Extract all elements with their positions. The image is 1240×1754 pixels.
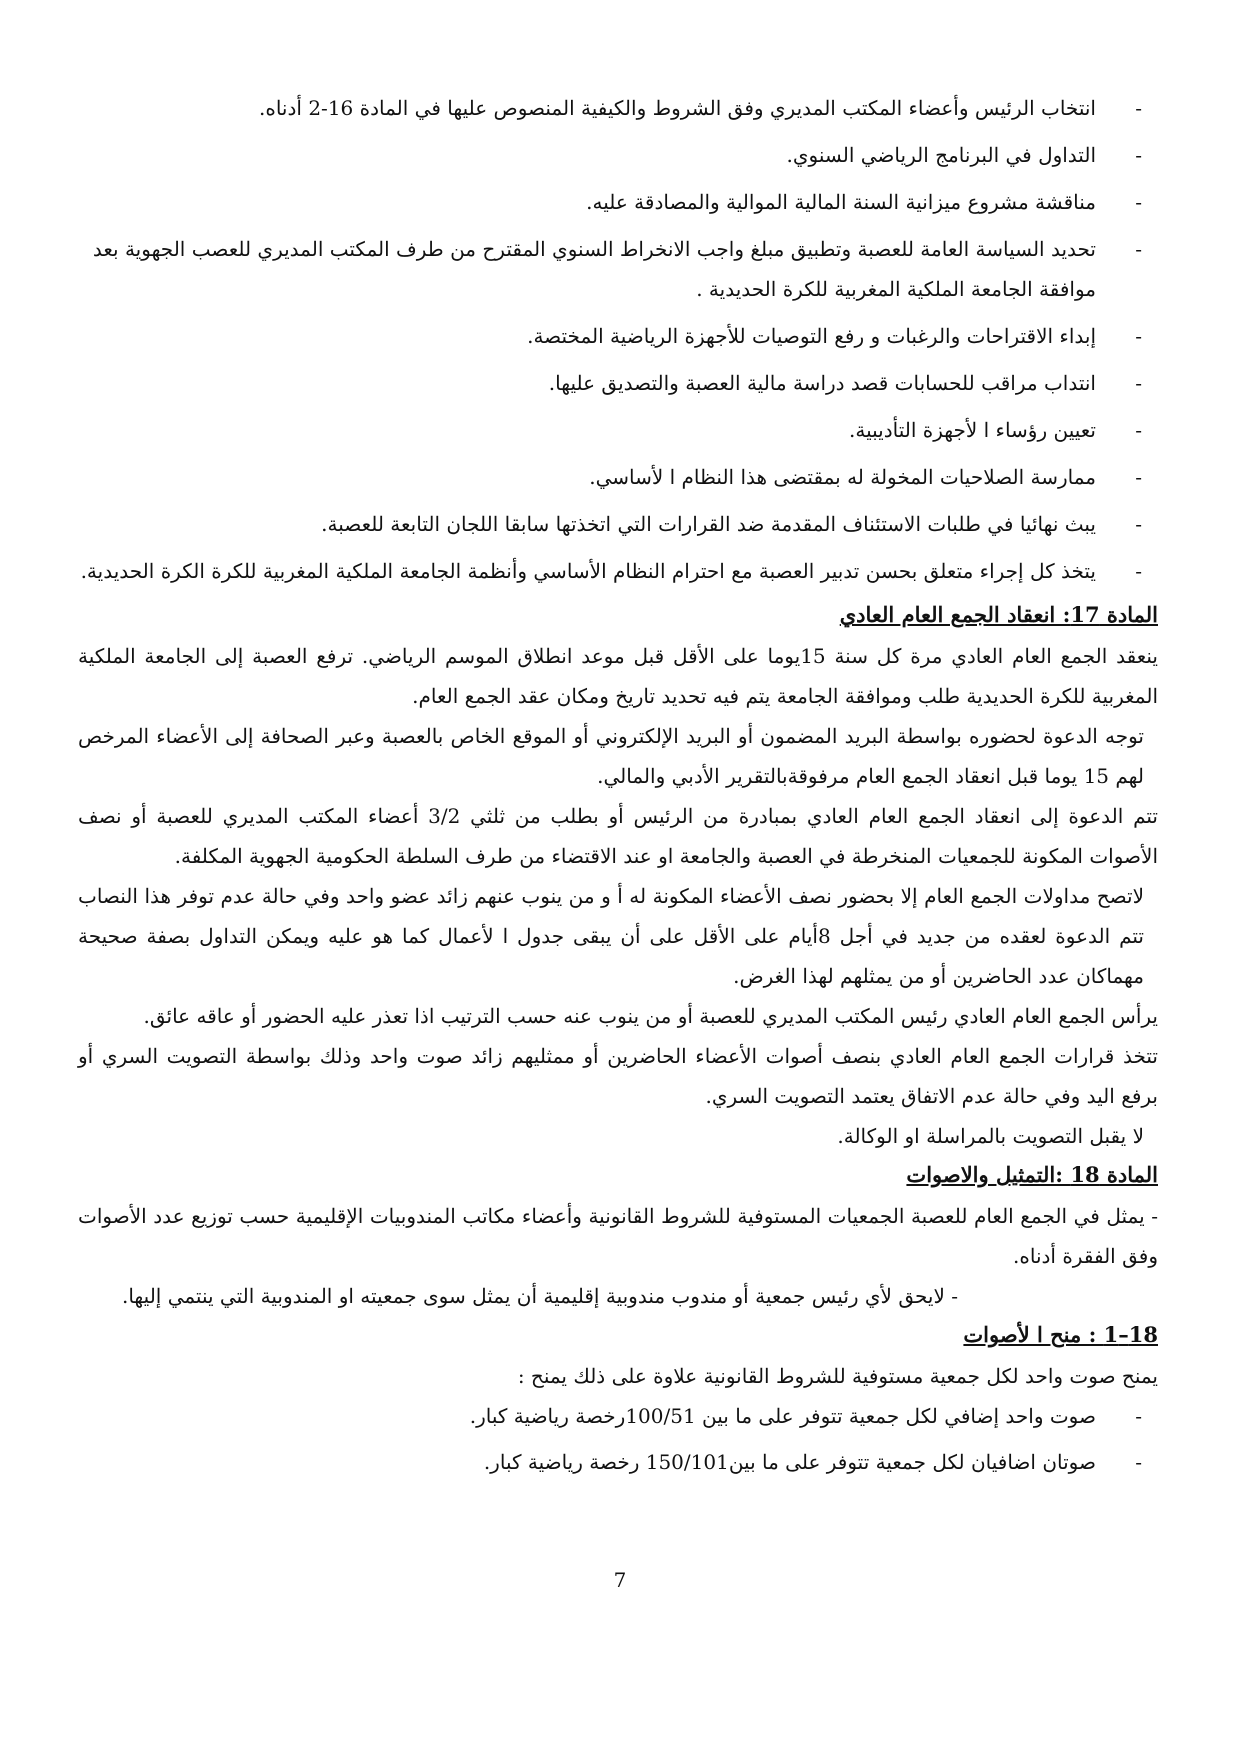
list-item: - إبداء الاقتراحات والرغبات و رفع التوصيات للأجهزة الرياضية المختصة.	[78, 316, 1158, 356]
article-17-paragraph: تتم الدعوة إلى انعقاد الجمع العام العادي بمبادرة من الرئيس أو بطلب من ثلثي 3/2 أعضاء المكتب المديري للعصبة أو نصف الأصوات المكونة للجمعيات المنخرطة في العصبة والجامعة او عند الاقتضاء من طرف السلطة الحكومية الجهوية المكلفة.	[78, 804, 1158, 868]
bullet-dash: -	[1135, 418, 1142, 442]
bullet-dash: -	[1135, 559, 1142, 583]
article-17-paragraph: تتخذ قرارات الجمع العام العادي بنصف أصوات الأعضاء الحاضرين أو ممثليهم زائد صوت واحد وذلك بواسطة التصويت السري أو برفع اليد وفي حالة عدم الاتفاق يعتمد التصويت السري.	[78, 1044, 1158, 1108]
list-item: - يبث نهائيا في طلبات الاستئناف المقدمة ضد القرارات التي اتخذتها سابقا اللجان التابعة للعصبة.	[78, 504, 1158, 544]
article-18-paragraph: - لايحق لأي رئيس جمعية أو مندوب مندوبية إقليمية أن يمثل سوى جمعيته او المندوبية التي ينتمي إليها.	[121, 1284, 958, 1308]
section-18-1-heading: 18–1 : منح ا لأصوات	[963, 1322, 1158, 1347]
bullet-dash: -	[1135, 371, 1142, 395]
votes-list	[78, 1396, 1158, 1482]
list-item: - تعيين رؤساء ا لأجهزة التأديبية.	[78, 410, 1158, 450]
bullet-dash: -	[1135, 465, 1142, 489]
powers-list	[78, 88, 1158, 591]
bullet-dash: -	[1135, 143, 1142, 167]
page-content	[78, 88, 1158, 1488]
list-item: - مناقشة مشروع ميزانية السنة المالية الموالية والمصادقة عليه.	[78, 182, 1158, 222]
article-17-paragraph: توجه الدعوة لحضوره بواسطة البريد المضمون أو البريد الإلكتروني أو الموقع الخاص بالعصبة وعبر الصحافة إلى الأعضاء المرخص لهم 15 يوما قبل انعقاد الجمع العام مرفوقةبالتقرير الأدبي والمالي.	[78, 724, 1144, 788]
bullet-dash: -	[1135, 237, 1142, 261]
bullet-dash: -	[1135, 1450, 1142, 1474]
list-item: - ممارسة الصلاحيات المخولة له بمقتضى هذا النظام ا لأساسي.	[78, 457, 1158, 497]
section-18-1-paragraph: يمنح صوت واحد لكل جمعية مستوفية للشروط القانونية علاوة على ذلك يمنح :	[517, 1364, 1158, 1388]
page-number: 7	[613, 1568, 627, 1592]
list-item: - انتداب مراقب للحسابات قصد دراسة مالية العصبة والتصديق عليها.	[78, 363, 1158, 403]
list-item: - التداول في البرنامج الرياضي السنوي.	[78, 135, 1158, 175]
list-item: - يتخذ كل إجراء متعلق بحسن تدبير العصبة مع احترام النظام الأساسي وأنظمة الجامعة الملكية المغربية للكرة الكرة الحديدية.	[78, 551, 1158, 591]
list-item: - صوتان اضافيان لكل جمعية تتوفر على ما بين150/101 رخصة رياضية كبار.	[78, 1442, 1158, 1482]
bullet-dash: -	[1135, 324, 1142, 348]
bullet-dash: -	[1135, 512, 1142, 536]
article-17-paragraph: لاتصح مداولات الجمع العام إلا بحضور نصف الأعضاء المكونة له أ و من ينوب عنهم زائد عضو واحد وفي حالة عدم توفر هذا النصاب تتم الدعوة لعقده من جديد في أجل 8أيام على الأقل على أن يبقى جدول ا لأعمال كما هو عليه ويمكن التداول بصفة صحيحة مهماكان عدد الحاضرين أو من يمثلهم لهذا الغرض.	[78, 884, 1144, 988]
bullet-dash: -	[1135, 190, 1142, 214]
bullet-dash: -	[1135, 96, 1142, 120]
article-18-paragraph: - يمثل في الجمع العام للعصبة الجمعيات المستوفية للشروط القانونية وأعضاء مكاتب المندوبيات الإقليمية حسب توزيع عدد الأصوات وفق الفقرة أدناه.	[78, 1204, 1158, 1268]
list-item: - انتخاب الرئيس وأعضاء المكتب المديري وفق الشروط والكيفية المنصوص عليها في المادة 16-2 أدناه.	[78, 88, 1158, 128]
list-item: - تحديد السياسة العامة للعصبة وتطبيق مبلغ واجب الانخراط السنوي المقترح من طرف المكتب المديري للعصب الجهوية بعد موافقة الجامعة الملكية المغربية للكرة الحديدية .	[78, 229, 1158, 309]
article-17-paragraph: ينعقد الجمع العام العادي مرة كل سنة 15يوما على الأقل قبل موعد انطلاق الموسم الرياضي. ترفع العصبة إلى الجامعة الملكية المغربية للكرة الحديدية طلب وموافقة الجامعة يتم فيه تحديد تاريخ ومكان عقد الجمع العام.	[78, 644, 1158, 708]
article-17-paragraph: لا يقبل التصويت بالمراسلة او الوكالة.	[837, 1124, 1144, 1148]
bullet-dash: -	[1135, 1404, 1142, 1428]
article-17-heading: المادة 17: انعقاد الجمع العام العادي	[839, 602, 1158, 627]
article-18-heading: المادة 18 :التمثيل والاصوات	[906, 1162, 1158, 1187]
article-17-paragraph: يرأس الجمع العام العادي رئيس المكتب المديري للعصبة أو من ينوب عنه حسب الترتيب اذا تعذر عليه الحضور أو عاقه عائق.	[143, 1004, 1158, 1028]
list-item: - صوت واحد إضافي لكل جمعية تتوفر على ما بين 100/51رخصة رياضية كبار.	[78, 1396, 1158, 1436]
